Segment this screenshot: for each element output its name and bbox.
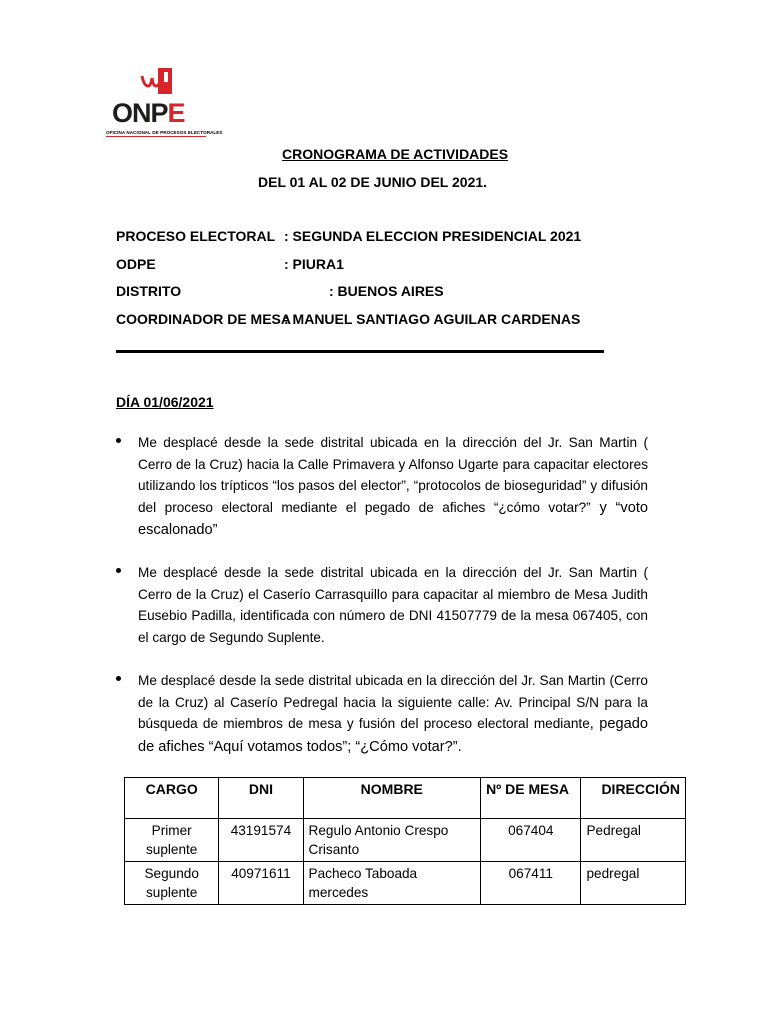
info-row-odpe [116,256,344,272]
day-heading: DÍA 01/06/2021 [116,394,214,410]
table-header-row [125,778,686,819]
ballot-hand-icon [138,68,176,102]
info-row-coordinador [116,311,581,327]
bullet-text: Me desplacé desde la sede distrital ubicada en la dirección del Jr. San Martin (Cerro de la Cruz) al Caserío Pedregal hacia la siguiente calle: Av. Principal S/N para la búsqueda de miembros de mesa y fusión del proceso electoral mediante, pegado de afiches “Aquí votamos todos”; “¿Cómo votar?”. [138,673,648,755]
column-header: DNI [219,778,303,819]
column-header: CARGO [125,778,219,819]
info-label: DISTRITO [116,283,182,299]
info-label: PROCESO ELECTORAL [116,228,276,244]
column-header: DIRECCIÓN [581,778,686,819]
bullet-text: Me desplacé desde la sede distrital ubicada en la dirección del Jr. San Martin ( Cerro de la Cruz) hacia la Calle Primavera y Alfonso Ugarte para capacitar electores utilizando los trípticos “los pasos del elector”, “protocolos de bioseguridad” y difusión del proceso electoral mediante el pegado de afiches “¿cómo votar?” y “voto escalonado” [138,435,648,538]
bullet-icon [116,438,121,443]
table-cell: Pacheco Taboada mercedes [303,862,481,905]
table-row [125,862,686,905]
info-value: : MANUEL SANTIAGO AGUILAR CARDENAS [284,311,581,327]
info-label: COORDINADOR DE MESA [116,311,292,327]
table-cell: pedregal [581,862,686,905]
table-cell: Pedregal [581,819,686,862]
table-cell: 067411 [481,862,581,905]
table-cell: Regulo Antonio Crespo Crisanto [303,819,481,862]
bullet-icon [116,676,121,681]
table-cell: 067404 [481,819,581,862]
info-value: : PIURA1 [284,256,344,272]
info-value: : BUENOS AIRES [329,283,444,299]
members-table [124,777,686,905]
info-label: ODPE [116,256,156,272]
bullet-text: Me desplacé desde la sede distrital ubicada en la dirección del Jr. San Martin ( Cerro de la Cruz) el Caserío Carrasquillo para capacitar al miembro de Mesa Judith Eusebio Padilla, identificada con número de DNI 41507779 de la mesa 067405, con el cargo de Segundo Suplente. [138,565,648,645]
activity-bullet [116,432,648,542]
document-title: CRONOGRAMA DE ACTIVIDADES [282,146,509,162]
activity-bullet [116,670,648,758]
info-value: : SEGUNDA ELECCION PRESIDENCIAL 2021 [284,228,582,244]
section-divider [116,350,604,353]
table-row [125,819,686,862]
column-header: Nº DE MESA [481,778,581,819]
info-row-distrito [116,283,444,299]
table-cell: Segundo suplente [125,862,219,905]
table-cell: 43191574 [219,819,303,862]
bullet-icon [116,568,121,573]
info-row-proceso [116,228,582,244]
document-date-range: DEL 01 AL 02 DE JUNIO DEL 2021. [258,174,488,190]
logo-subtitle: OFICINA NACIONAL DE PROCESOS ELECTORALES [106,130,223,135]
onpe-logo [106,68,223,140]
logo-wordmark: ONPE [112,98,185,128]
column-header: NOMBRE [303,778,481,819]
activity-bullet [116,562,648,649]
table-cell: Primer suplente [125,819,219,862]
table-cell: 40971611 [219,862,303,905]
